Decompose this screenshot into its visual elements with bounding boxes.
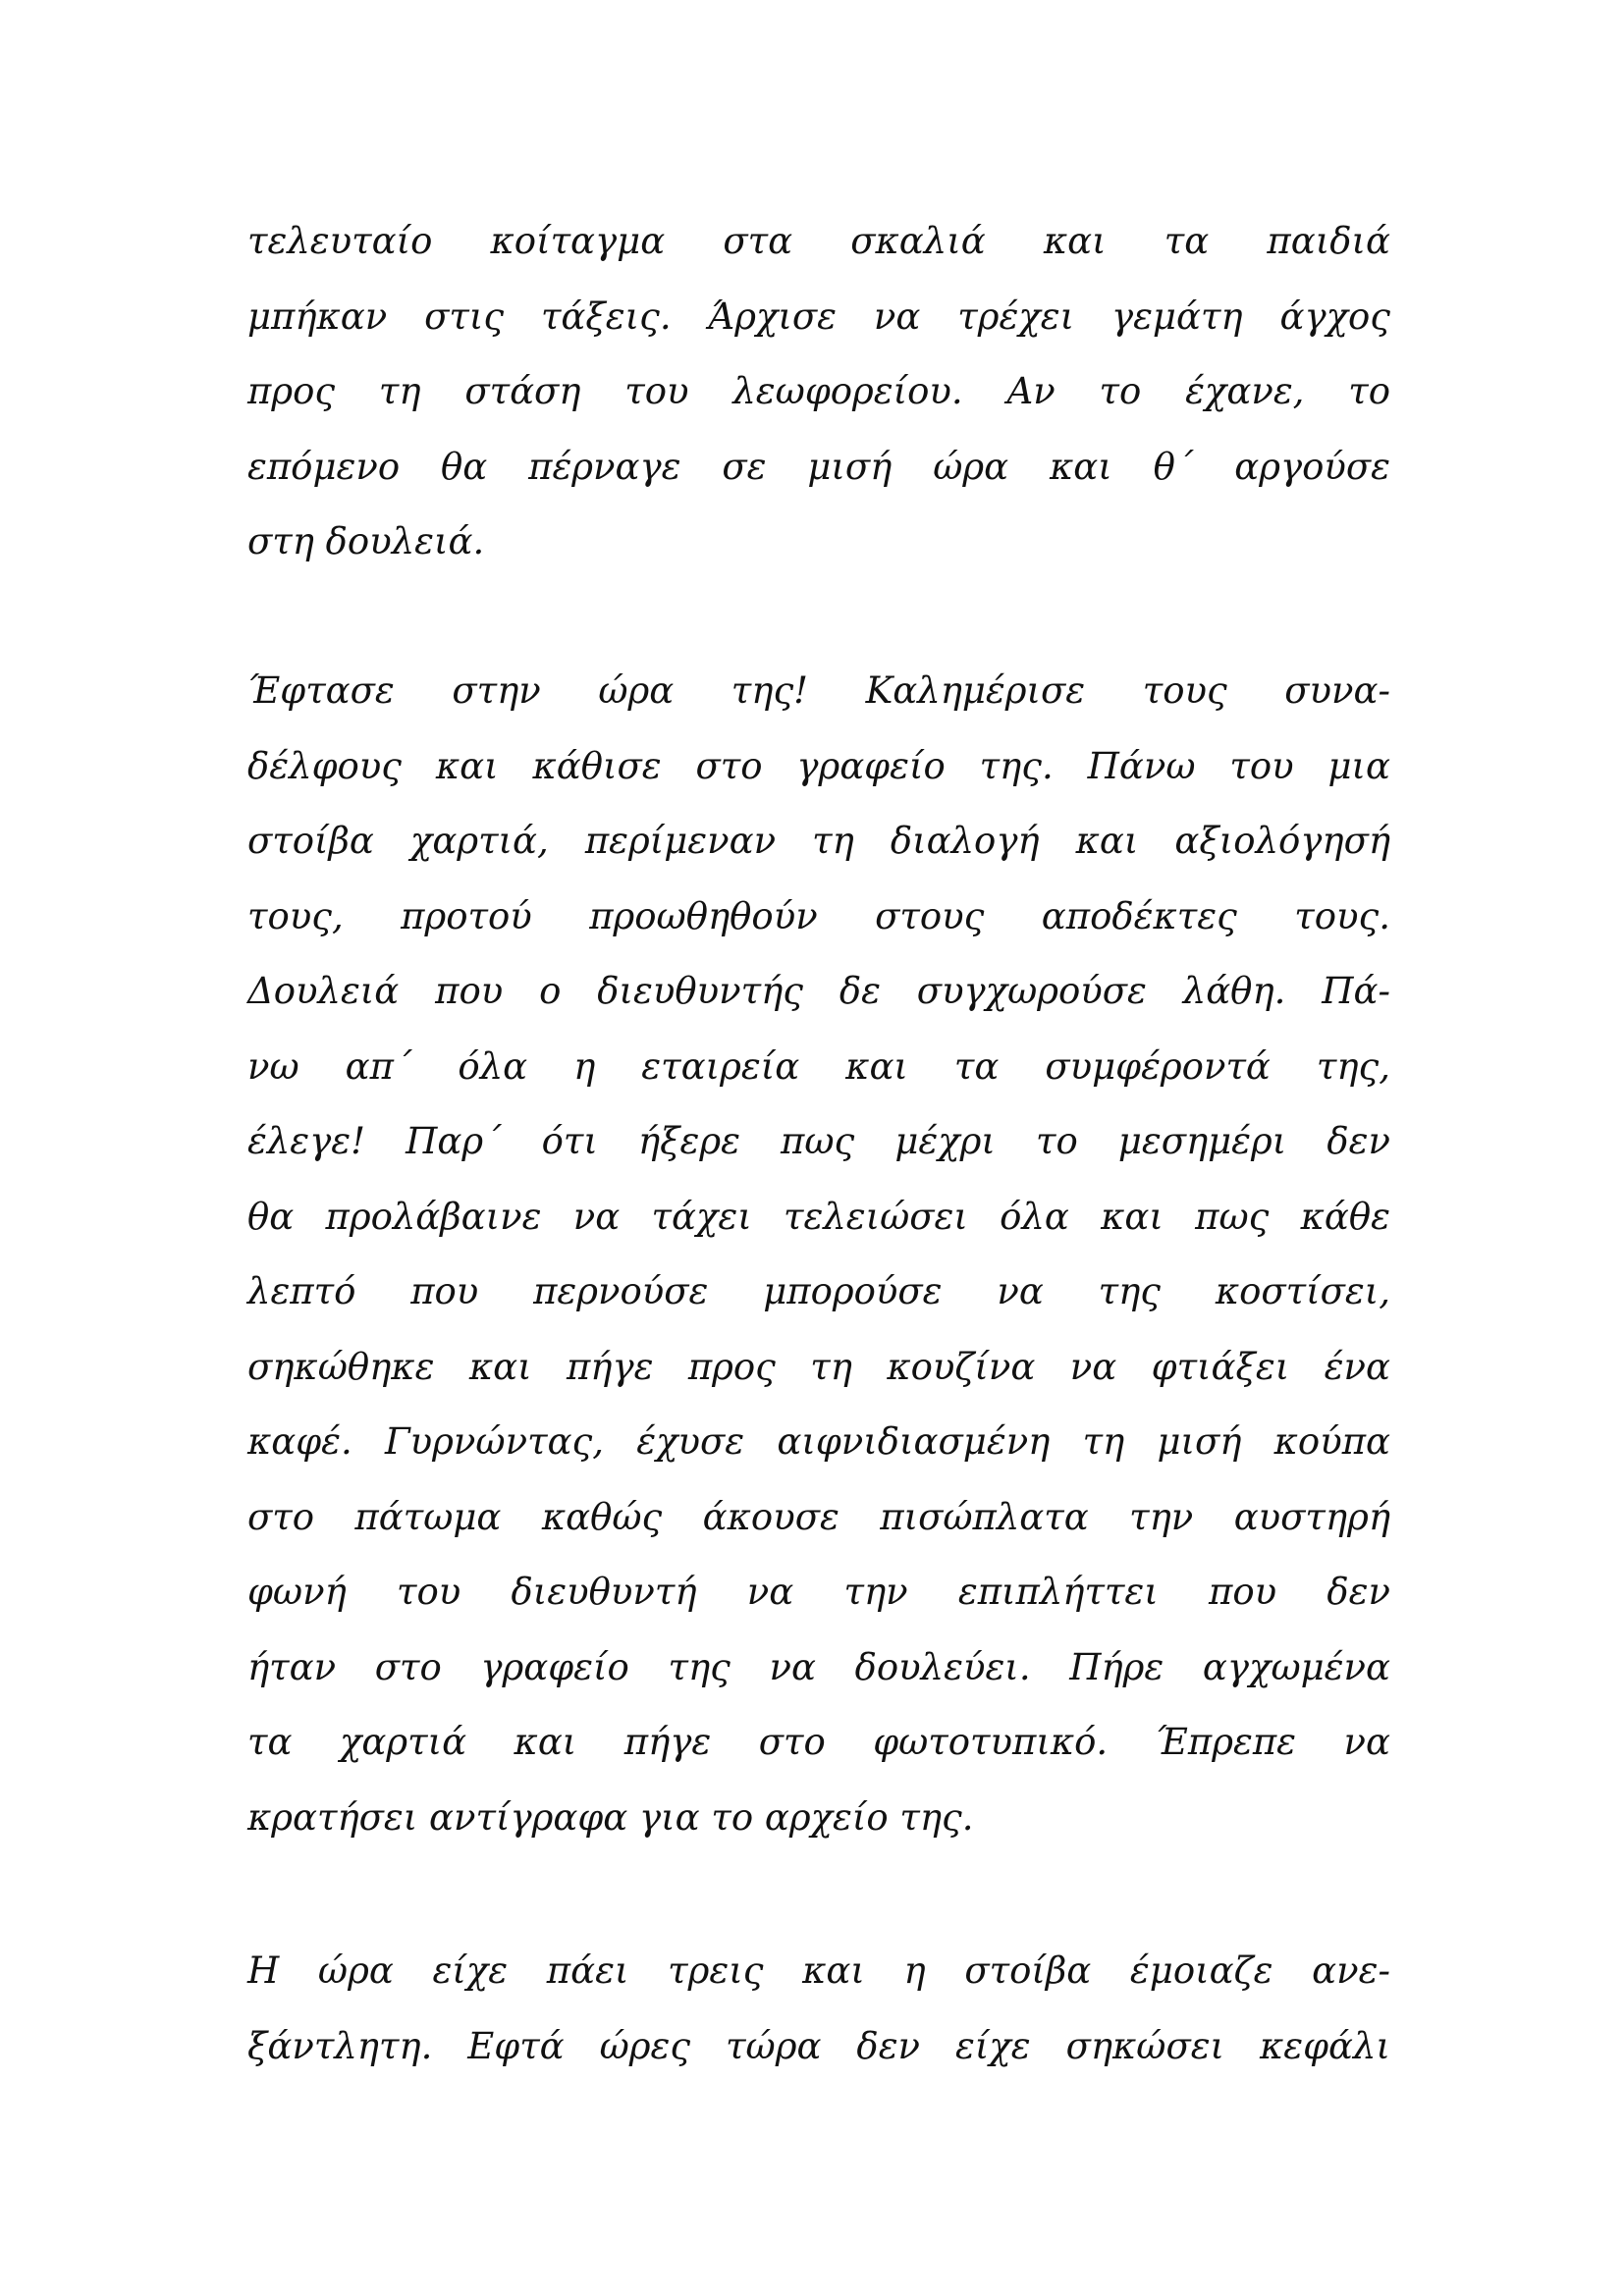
paragraph-line: τελευταίο κοίταγμα στα σκαλιά και τα παιδιά	[247, 220, 1390, 262]
paragraph-line: φωνή του διευθυντή να την επιπλήττει που δεν	[247, 1571, 1390, 1613]
paragraph-line: επόμενο θα πέρναγε σε μισή ώρα και θ΄ αργούσε	[247, 445, 1390, 488]
paragraph-line: προς τη στάση του λεωφορείου. Αν το έχανε, το	[247, 370, 1390, 412]
paragraph-line: καφέ. Γυρνώντας, έχυσε αιφνιδιασμένη τη μισή κούπα	[247, 1420, 1390, 1463]
paragraph-line: τους, προτού προωθηθούν στους αποδέκτες τους.	[247, 894, 1390, 937]
paragraph-line: ήταν στο γραφείο της να δουλεύει. Πήρε αγχωμένα	[247, 1645, 1390, 1688]
paragraph-line: κρατήσει αντίγραφα για το αρχείο της.	[247, 1795, 974, 1839]
paragraph-line: σηκώθηκε και πήγε προς τη κουζίνα να φτιάξει ένα	[247, 1345, 1390, 1388]
paragraph-2	[247, 654, 1390, 1855]
paragraph-line: έλεγε! Παρ΄ ότι ήξερε πως μέχρι το μεσημέρι δεν	[247, 1120, 1390, 1162]
paragraph-line: θα προλάβαινε να τάχει τελειώσει όλα και πως κάθε	[247, 1195, 1390, 1238]
paragraph-line: νω απ΄ όλα η εταιρεία και τα συμφέροντά της,	[247, 1044, 1390, 1088]
paragraph-line: ξάντλητη. Εφτά ώρες τώρα δεν είχε σηκώσει κεφάλι	[247, 2024, 1390, 2067]
paragraph-line: Έφτασε στην ώρα της! Καλημέρισε τους συνα-	[247, 669, 1390, 712]
paragraph-line: στοίβα χαρτιά, περίμεναν τη διαλογή και αξιολόγησή	[247, 820, 1390, 862]
paragraph-line: δέλφους και κάθισε στο γραφείο της. Πάνω του μια	[247, 744, 1390, 787]
paragraph-line: μπήκαν στις τάξεις. Άρχισε να τρέχει γεμάτη άγχος	[247, 294, 1390, 338]
paragraph-1	[247, 204, 1390, 580]
paragraph-3	[247, 1934, 1390, 2084]
paragraph-line: Δουλειά που ο διευθυντής δε συγχωρούσε λάθη. Πά-	[247, 970, 1390, 1012]
paragraph-line: Η ώρα είχε πάει τρεις και η στοίβα έμοιαζε ανε-	[247, 1949, 1390, 1992]
paragraph-line: λεπτό που περνούσε μπορούσε να της κοστίσει,	[247, 1270, 1390, 1312]
paragraph-line: τα χαρτιά και πήγε στο φωτοτυπικό. Έπρεπε να	[247, 1721, 1390, 1763]
paragraph-line: στη δουλειά.	[247, 520, 485, 562]
paragraph-line: στο πάτωμα καθώς άκουσε πισώπλατα την αυστηρή	[247, 1495, 1390, 1538]
